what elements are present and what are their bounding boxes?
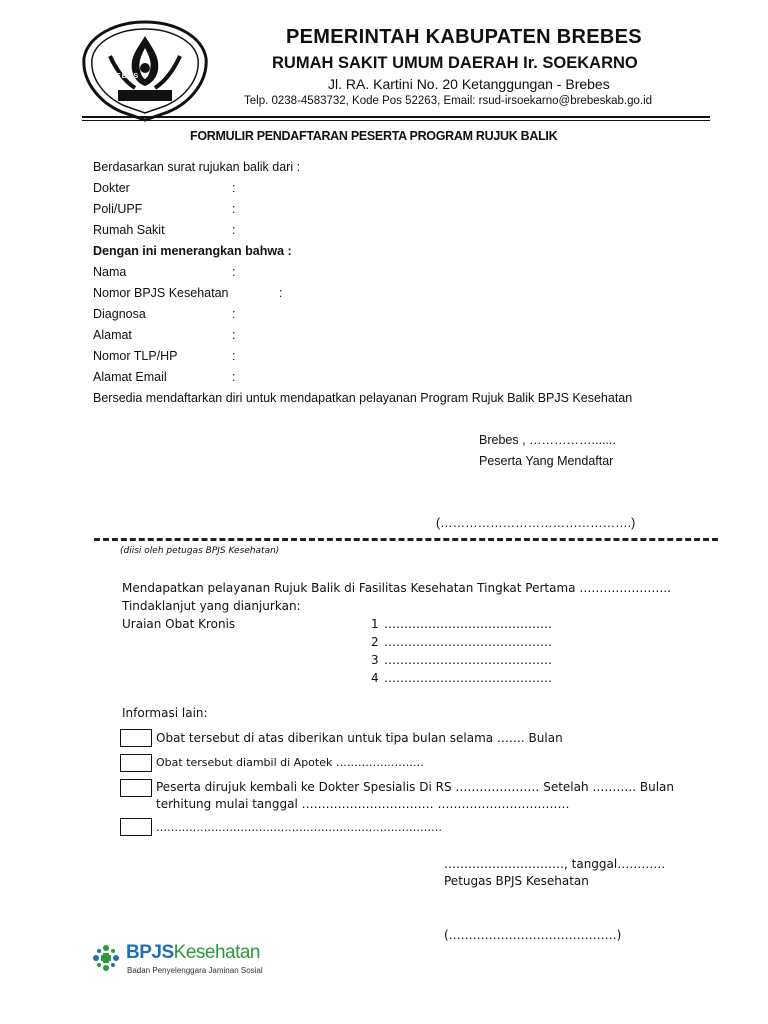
officer-signature-line: (……………………………………) xyxy=(444,928,622,942)
field-colon: : xyxy=(232,223,236,237)
referral-intro: Berdasarkan surat rujukan balik dari : xyxy=(93,160,301,174)
seal-banner-text: BREBES xyxy=(104,73,140,80)
option-text-rereferral: Peserta dirujuk kembali ke Dokter Spesialis Di RS ………………… Setelah ……….. Bulan xyxy=(156,780,674,794)
field-label-dokter: Dokter xyxy=(93,181,130,195)
field-label-alamat: Alamat xyxy=(93,328,132,342)
drug-item-blank: …………………………………… xyxy=(384,617,552,631)
consent-statement: Bersedia mendaftarkan diri untuk mendapatkan pelayanan Program Rujuk Balik BPJS Kesehatan xyxy=(93,391,633,405)
field-colon: : xyxy=(232,349,236,363)
officer-followup-label: Tindaklanjut yang dianjurkan: xyxy=(122,599,301,613)
option-checkbox[interactable] xyxy=(120,729,152,747)
letterhead-address: Jl. RA. Kartini No. 20 Ketanggungan - Brebes xyxy=(328,76,610,92)
participant-signature-line: (……………………………………….) xyxy=(436,516,636,530)
field-label-poli: Poli/UPF xyxy=(93,202,143,216)
option-text-rereferral-date: terhitung mulai tanggal …………………………… …………………………… xyxy=(156,797,570,811)
field-label-rumah-sakit: Rumah Sakit xyxy=(93,223,165,237)
bpjs-brand-subtitle: Badan Penyelenggara Jaminan Sosial xyxy=(127,966,263,975)
drug-item-number: 2 xyxy=(371,635,379,649)
field-label-diagnosa: Diagnosa xyxy=(93,307,146,321)
field-colon: : xyxy=(232,265,236,279)
letterhead-rule-thick xyxy=(82,116,710,118)
field-colon: : xyxy=(232,181,236,195)
drug-item-blank: …………………………………… xyxy=(384,671,552,685)
form-title: FORMULIR PENDAFTARAN PESERTA PROGRAM RUJUK BALIK xyxy=(190,129,558,143)
option-text-duration: Obat tersebut di atas diberikan untuk tipa bulan selama ……. Bulan xyxy=(156,731,563,745)
field-label-bpjs-number: Nomor BPJS Kesehatan xyxy=(93,286,229,300)
field-colon: : xyxy=(232,328,236,342)
drug-item-number: 4 xyxy=(371,671,379,685)
participant-signer-title: Peserta Yang Mendaftar xyxy=(479,454,614,468)
option-checkbox[interactable] xyxy=(120,754,152,772)
option-text-other: …………………………………………………………………… xyxy=(156,821,442,834)
field-label-phone: Nomor TLP/HP xyxy=(93,349,178,363)
officer-place-date: …………………………, tanggal………… xyxy=(444,857,666,871)
letterhead-government: PEMERINTAH KABUPATEN BREBES xyxy=(286,26,642,48)
officer-signer-title: Petugas BPJS Kesehatan xyxy=(444,874,589,888)
bpjs-kesehatan-logo-icon xyxy=(92,944,120,972)
brebes-regency-seal-icon xyxy=(80,18,210,122)
option-checkbox[interactable] xyxy=(120,779,152,797)
officer-note: (diisi oleh petugas BPJS Kesehatan) xyxy=(120,546,280,556)
bpjs-brand-part2: Kesehatan xyxy=(173,942,260,963)
drug-item-blank: …………………………………… xyxy=(384,635,552,649)
field-colon: : xyxy=(279,286,283,300)
field-label-email: Alamat Email xyxy=(93,370,167,384)
participant-place-date: Brebes , ……………....... xyxy=(479,433,616,447)
other-info-label: Informasi lain: xyxy=(122,706,208,720)
option-text-pharmacy: Obat tersebut diambil di Apotek …………………… xyxy=(156,756,424,769)
drug-item-number: 1 xyxy=(371,617,379,631)
field-colon: : xyxy=(232,370,236,384)
field-label-nama: Nama xyxy=(93,265,127,279)
letterhead-contact: Telp. 0238-4583732, Kode Pos 52263, Email: rsud-irsoekarno@brebeskab.go.id xyxy=(244,95,653,107)
drug-item-blank: …………………………………… xyxy=(384,653,552,667)
officer-service-line: Mendapatkan pelayanan Rujuk Balik di Fasilitas Kesehatan Tingkat Pertama ………………….. xyxy=(122,581,671,595)
letterhead-hospital-name: RUMAH SAKIT UMUM DAERAH Ir. SOEKARNO xyxy=(272,54,638,72)
field-colon: : xyxy=(232,307,236,321)
bpjs-brand-name xyxy=(126,942,260,964)
drug-item-number: 3 xyxy=(371,653,379,667)
field-colon: : xyxy=(232,202,236,216)
cut-line-divider xyxy=(94,538,718,541)
declaration-heading: Dengan ini menerangkan bahwa : xyxy=(93,244,292,258)
option-checkbox[interactable] xyxy=(120,818,152,836)
letterhead-rule-thin xyxy=(82,120,710,121)
chronic-drugs-label: Uraian Obat Kronis xyxy=(122,617,236,631)
bpjs-brand-part1: BPJS xyxy=(126,942,174,963)
